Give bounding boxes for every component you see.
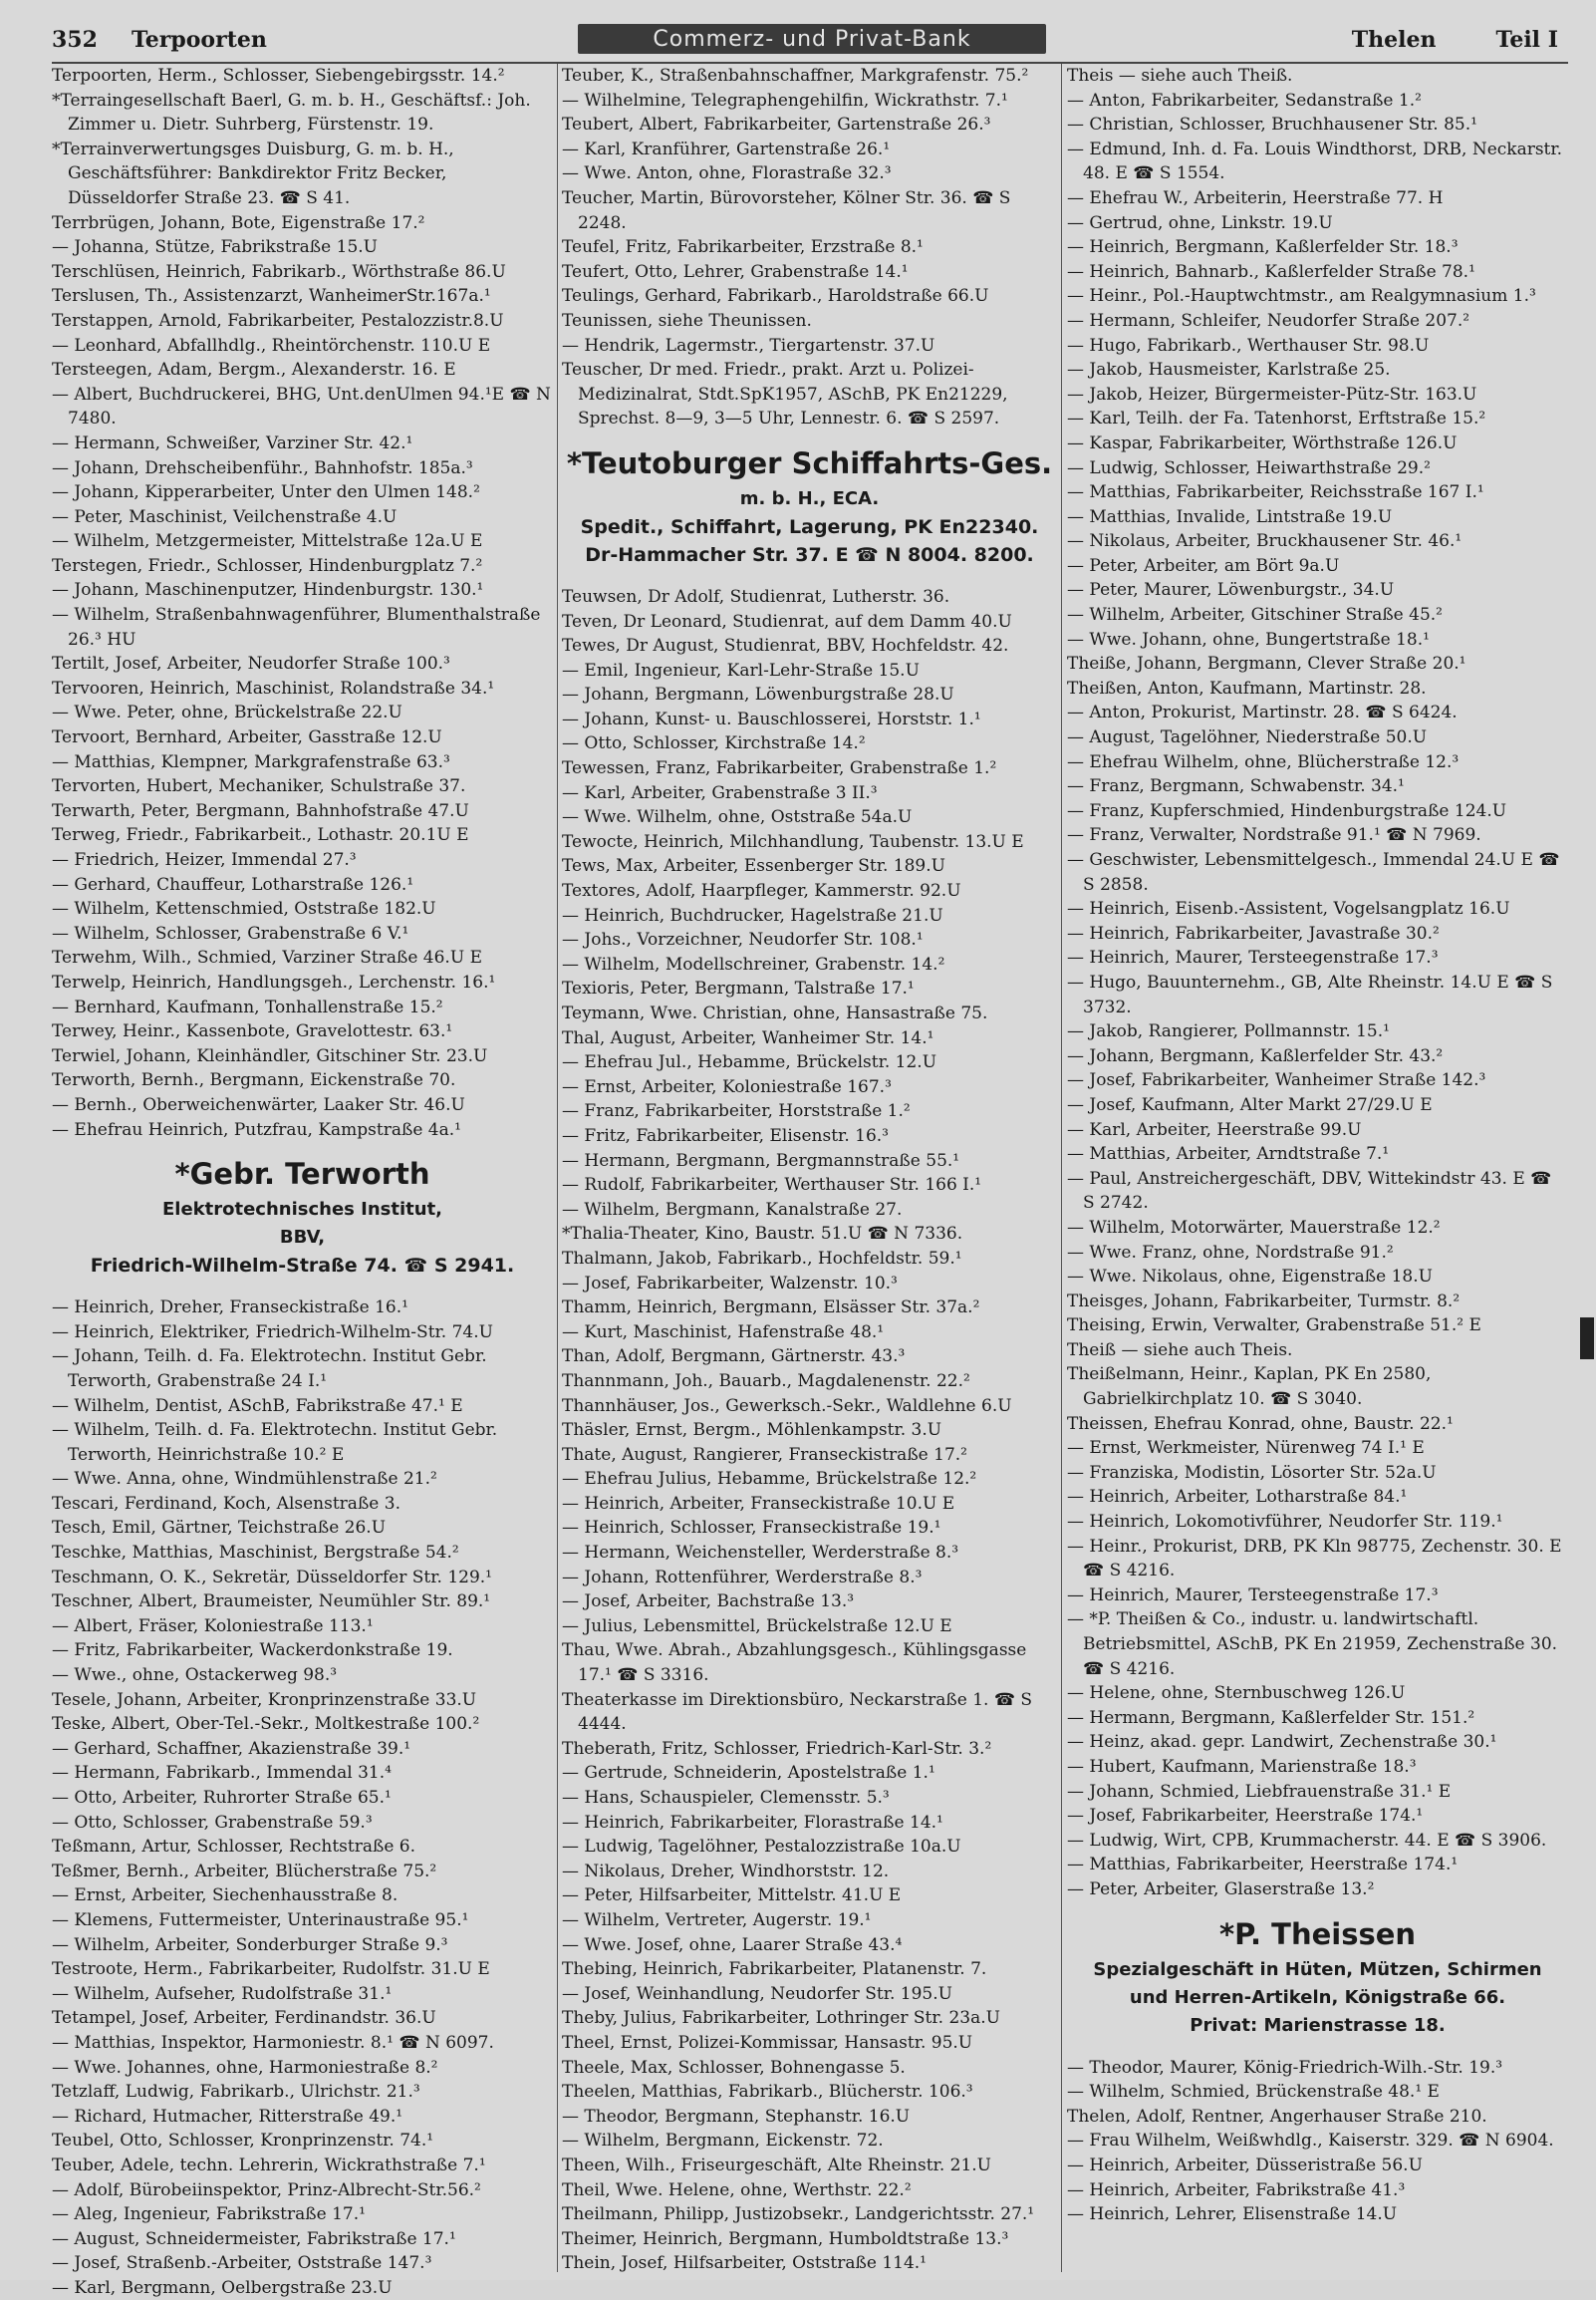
- advert-line: m. b. H., ECA.: [739, 487, 880, 509]
- directory-entry: — Wilhelm, Vertreter, Augerstr. 19.¹: [562, 1909, 872, 1930]
- directory-entry: — Josef, Straßenb.-Arbeiter, Oststraße 147.³: [52, 2253, 432, 2274]
- directory-entry: Theaterkasse im Direktionsbüro, Neckarstraße 1. ☎ S 4444.: [562, 1689, 1038, 1735]
- directory-entry: — Karl, Arbeiter, Grabenstraße 3 II.³: [562, 782, 878, 803]
- directory-entry: — Wilhelm, Schlosser, Grabenstraße 6 V.¹: [52, 923, 409, 944]
- directory-entry: — Fritz, Fabrikarbeiter, Elisenstr. 16.³: [562, 1125, 889, 1146]
- directory-entry: — Heinrich, Arbeiter, Lotharstraße 84.¹: [1067, 1487, 1408, 1508]
- directory-entry: — Gertrude, Schneiderin, Apostelstraße 1.¹: [562, 1763, 935, 1784]
- directory-entry: — Johann, Rottenführer, Werderstraße 8.³: [562, 1567, 923, 1587]
- directory-entry: — Edmund, Inh. d. Fa. Louis Windthorst, DRB, Neckarstr. 48. E ☎ S 1554.: [1067, 139, 1568, 184]
- directory-entry: Teymann, Wwe. Christian, ohne, Hansastraße 75.: [562, 1004, 988, 1023]
- directory-entry: — Paul, Anstreichergeschäft, DBV, Wittekindstr 43. E ☎ S 2742.: [1067, 1168, 1557, 1214]
- directory-entry: — Wilhelm, Bergmann, Eickenstr. 72.: [562, 2131, 884, 2152]
- directory-entry: — Heinr., Prokurist, DRB, PK Kln 98775, Zechenstr. 30. E ☎ S 4216.: [1067, 1536, 1568, 1581]
- directory-entry: — Wwe. Josef, ohne, Laarer Straße 43.⁴: [562, 1934, 903, 1955]
- directory-entry: — Josef, Fabrikarbeiter, Wanheimer Straße 142.³: [1067, 1070, 1486, 1091]
- directory-entry: — Wwe. Franz, ohne, Nordstraße 91.²: [1067, 1242, 1394, 1263]
- directory-entry: Teßmann, Artur, Schlosser, Rechtstraße 6.: [52, 1837, 416, 1858]
- directory-entry: — Franz, Verwalter, Nordstraße 91.¹ ☎ N 7969.: [1067, 825, 1481, 846]
- directory-entry: — Heinrich, Buchdrucker, Hagelstraße 21.U: [562, 905, 943, 926]
- directory-entry: — Hermann, Schleifer, Neudorfer Straße 207.²: [1067, 310, 1470, 331]
- directory-entry: — Josef, Weinhandlung, Neudorfer Str. 195.U: [562, 1983, 952, 2004]
- directory-entry: Terstegen, Friedr., Schlosser, Hindenburgplatz 7.²: [52, 555, 483, 576]
- directory-entry: Thannhäuser, Jos., Gewerksch.-Sekr., Waldlehne 6.U: [562, 1395, 1012, 1416]
- directory-entry: — Matthias, Fabrikarbeiter, Reichsstraße 167 I.¹: [1067, 482, 1484, 503]
- directory-entry: — Hubert, Kaufmann, Marienstraße 18.³: [1067, 1756, 1417, 1777]
- directory-entry: — Johann, Drehscheibenführ., Bahnhofstr. 185a.³: [52, 457, 473, 478]
- directory-entry: — Heinrich, Lokomotivführer, Neudorfer Str. 119.¹: [1067, 1512, 1503, 1533]
- directory-entry: — Franziska, Modistin, Lösorter Str. 52a.U: [1067, 1462, 1437, 1483]
- advert-line: Spezialgeschäft in Hüten, Mützen, Schirmen: [1093, 1958, 1542, 1980]
- directory-entry: — Otto, Arbeiter, Ruhrorter Straße 65.¹: [52, 1788, 392, 1808]
- directory-entry: — Anton, Fabrikarbeiter, Sedanstraße 1.²: [1067, 90, 1422, 111]
- directory-entry: — Johann, Maschinenputzer, Hindenburgstr. 130.¹: [52, 580, 484, 601]
- advert-teutoburger: [562, 441, 1057, 569]
- directory-entry: — Johanna, Stütze, Fabrikstraße 15.U: [52, 237, 378, 258]
- directory-entry: Textores, Adolf, Haarpfleger, Kammerstr. 92.U: [562, 881, 961, 902]
- directory-entry: — Hermann, Bergmann, Kaßlerfelder Str. 151.²: [1067, 1707, 1475, 1728]
- directory-entry: — Hendrik, Lagermstr., Tiergartenstr. 37.U: [562, 335, 935, 356]
- directory-entry: — Aleg, Ingenieur, Fabrikstraße 17.¹: [52, 2204, 366, 2225]
- directory-entry: — Christian, Schlosser, Bruchhausener Str. 85.¹: [1067, 115, 1477, 136]
- directory-entry: — Ehefrau Julius, Hebamme, Brückelstraße 12.²: [562, 1469, 977, 1490]
- directory-entry: *Terraingesellschaft Baerl, G. m. b. H., Geschäftsf.: Joh. Zimmer u. Dietr. Suhrberg, Fürstenstr. 19.: [52, 90, 537, 136]
- directory-entry: Theiße, Johann, Bergmann, Clever Straße 20.¹: [1067, 654, 1466, 675]
- advert-line: Elektrotechnisches Institut,: [161, 1199, 443, 1221]
- directory-entry: Terschlüsen, Heinrich, Fabrikarb., Wörthstraße 86.U: [52, 261, 506, 282]
- directory-entry: Terworth, Bernh., Bergmann, Eickenstraße 70.: [52, 1070, 456, 1091]
- directory-entry: — Peter, Hilfsarbeiter, Mittelstr. 41.U E: [562, 1885, 902, 1906]
- directory-entry: — Ludwig, Tagelöhner, Pestalozzistraße 10a.U: [562, 1837, 961, 1858]
- directory-entry: Theimer, Heinrich, Bergmann, Humboldtstraße 13.³: [562, 2228, 1009, 2249]
- directory-entry: Theissen, Ehefrau Konrad, ohne, Baustr. 22.¹: [1067, 1413, 1454, 1434]
- directory-entry: — Wilhelm, Arbeiter, Gitschiner Straße 45.²: [1067, 605, 1443, 626]
- directory-entry: Tescari, Ferdinand, Koch, Alsenstraße 3.: [52, 1493, 400, 1514]
- directory-entry: Thau, Wwe. Abrah., Abzahlungsgesch., Kühlingsgasse 17.¹ ☎ S 3316.: [562, 1640, 1032, 1686]
- directory-entry: — Heinz, akad. gepr. Landwirt, Zechenstraße 30.¹: [1067, 1732, 1497, 1753]
- header-left: [52, 27, 267, 53]
- directory-entry: — Jakob, Heizer, Bürgermeister-Pütz-Str. 163.U: [1067, 384, 1477, 405]
- column-3-entries-a: [1067, 64, 1568, 1902]
- directory-entry: — Theodor, Bergmann, Stephanstr. 16.U: [562, 2106, 911, 2127]
- directory-entry: — Julius, Lebensmittel, Brückelstraße 12.U E: [562, 1615, 952, 1636]
- directory-entry: Teucher, Martin, Bürovorsteher, Kölner Str. 36. ☎ S 2248.: [562, 187, 1016, 233]
- directory-entry: Tetampel, Josef, Arbeiter, Ferdinandstr. 36.U: [52, 2008, 436, 2029]
- directory-entry: Teuber, K., Straßenbahnschaffner, Markgrafenstr. 75.²: [562, 66, 1029, 86]
- directory-entry: — August, Tagelöhner, Niederstraße 50.U: [1067, 727, 1428, 748]
- directory-entry: Theberath, Fritz, Schlosser, Friedrich-Karl-Str. 3.²: [562, 1738, 992, 1759]
- directory-entry: Terwiel, Johann, Kleinhändler, Gitschiner Str. 23.U: [52, 1045, 488, 1066]
- directory-entry: — Bernh., Oberweichenwärter, Laaker Str. 46.U: [52, 1094, 465, 1115]
- directory-entry: Teschner, Albert, Braumeister, Neumühler Str. 89.¹: [52, 1591, 491, 1612]
- directory-entry: — Wilhelm, Metzgermeister, Mittelstraße 12a.U E: [52, 531, 483, 552]
- directory-entry: — Hugo, Bauunternehm., GB, Alte Rheinstr. 14.U E ☎ S 3732.: [1067, 972, 1558, 1017]
- directory-entry: — Wwe. Anton, ohne, Florastraße 32.³: [562, 163, 892, 184]
- directory-entry: — Johann, Schmied, Liebfrauenstraße 31.¹ E: [1067, 1781, 1452, 1802]
- directory-entry: — Wwe., ohne, Ostackerweg 98.³: [52, 1665, 338, 1686]
- directory-entry: — Franz, Kupferschmied, Hindenburgstraße 124.U: [1067, 800, 1507, 821]
- advert-title: *P. Theissen: [1218, 1916, 1417, 1951]
- directory-entry: — Albert, Buchdruckerei, BHG, Unt.denUlmen 94.¹E ☎ N 7480.: [52, 384, 557, 430]
- directory-entry: — Leonhard, Abfallhdlg., Rheintörchenstr. 110.U E: [52, 335, 491, 356]
- directory-entry: — Heinrich, Elektriker, Friedrich-Wilhelm-Str. 74.U: [52, 1321, 493, 1342]
- directory-entry: Teuwsen, Dr Adolf, Studienrat, Lutherstr. 36.: [562, 586, 950, 607]
- directory-entry: Theißelmann, Heinr., Kaplan, PK En 2580, Gabrielkirchplatz 10. ☎ S 3040.: [1067, 1364, 1437, 1410]
- directory-entry: Tewes, Dr August, Studienrat, BBV, Hochfeldstr. 42.: [562, 636, 1009, 657]
- directory-entry: Theelen, Matthias, Fabrikarb., Blücherstr. 106.³: [562, 2082, 973, 2103]
- directory-entry: Terslusen, Th., Assistenzarzt, WanheimerStr.167a.¹: [52, 286, 491, 307]
- directory-entry: — Wilhelm, Aufseher, Rudolfstraße 31.¹: [52, 1983, 393, 2004]
- directory-entry: — Heinrich, Arbeiter, Fabrikstraße 41.³: [1067, 2179, 1406, 2200]
- directory-entry: — Heinrich, Eisenb.-Assistent, Vogelsangplatz 16.U: [1067, 899, 1510, 920]
- directory-entry: Teubel, Otto, Schlosser, Kronprinzenstr. 74.¹: [52, 2131, 434, 2152]
- column-2-entries-a: [562, 64, 1057, 431]
- directory-entry: — Matthias, Klempner, Markgrafenstraße 63.³: [52, 751, 450, 772]
- directory-entry: Teunissen, siehe Theunissen.: [562, 310, 812, 331]
- directory-entry: Tervorten, Hubert, Mechaniker, Schulstraße 37.: [52, 776, 466, 797]
- directory-entry: Teufert, Otto, Lehrer, Grabenstraße 14.¹: [562, 261, 909, 282]
- directory-entry: Tervoort, Bernhard, Arbeiter, Gasstraße 12.U: [52, 727, 442, 748]
- directory-entry: — Peter, Arbeiter, am Bört 9a.U: [1067, 555, 1340, 576]
- directory-entry: — Ernst, Arbeiter, Siechenhausstraße 8.: [52, 1885, 399, 1906]
- directory-entry: Terwehm, Wilh., Schmied, Varziner Straße 46.U E: [52, 948, 482, 969]
- directory-entry: Theißen, Anton, Kaufmann, Martinstr. 28.: [1067, 678, 1427, 699]
- column-1: [52, 64, 558, 2298]
- directory-entry: Terpoorten, Herm., Schlosser, Siebengebirgsstr. 14.²: [52, 66, 505, 86]
- directory-entry: — Ernst, Arbeiter, Koloniestraße 167.³: [562, 1076, 892, 1097]
- advert-line: Spedit., Schiffahrt, Lagerung, PK En22340.: [580, 515, 1039, 538]
- directory-entry: Tetzlaff, Ludwig, Fabrikarb., Ulrichstr. 21.³: [52, 2082, 420, 2103]
- directory-entry: Teske, Albert, Ober-Tel.-Sekr., Moltkestraße 100.²: [52, 1714, 480, 1735]
- directory-entry: — Wilhelm, Dentist, ASchB, Fabrikstraße 47.¹ E: [52, 1395, 463, 1416]
- advert-title: *Gebr. Terworth: [174, 1157, 430, 1192]
- directory-entry: — Matthias, Inspektor, Harmoniestr. 8.¹ ☎ N 6097.: [52, 2032, 494, 2053]
- directory-entry: Teufel, Fritz, Fabrikarbeiter, Erzstraße 8.¹: [562, 237, 924, 258]
- directory-entry: Testroote, Herm., Fabrikarbeiter, Rudolfstr. 31.U E: [52, 1959, 490, 1980]
- directory-entry: — Wilhelmine, Telegraphengehilfin, Wickrathstr. 7.¹: [562, 90, 1008, 111]
- directory-entry: — Peter, Maschinist, Veilchenstraße 4.U: [52, 506, 398, 527]
- directory-entry: Theby, Julius, Fabrikarbeiter, Lothringer Str. 23a.U: [562, 2008, 1000, 2029]
- directory-entry: — Gerhard, Schaffner, Akazienstraße 39.¹: [52, 1738, 411, 1759]
- directory-entry: Theilmann, Philipp, Justizobsekr., Landgerichtsstr. 27.¹: [562, 2204, 1035, 2225]
- directory-entry: Terstappen, Arnold, Fabrikarbeiter, Pestalozzistr.8.U: [52, 310, 504, 331]
- directory-entry: — *P. Theißen & Co., industr. u. landwirtschaftl. Betriebsmittel, ASchB, PK En 21959, Zechenstraße 30. ☎ S 4216.: [1067, 1609, 1563, 1679]
- directory-entry: — Heinr., Pol.-Hauptwchtmstr., am Realgymnasium 1.³: [1067, 286, 1536, 307]
- directory-entry: — Wwe. Anna, ohne, Windmühlenstraße 21.²: [52, 1469, 437, 1490]
- directory-entry: — Karl, Kranführer, Gartenstraße 26.¹: [562, 139, 891, 159]
- directory-entry: Theen, Wilh., Friseurgeschäft, Alte Rheinstr. 21.U: [562, 2155, 991, 2175]
- directory-entry: — Nikolaus, Dreher, Windhorststr. 12.: [562, 1861, 890, 1881]
- directory-entry: Tersteegen, Adam, Bergm., Alexanderstr. 16. E: [52, 360, 456, 381]
- directory-entry: Thal, August, Arbeiter, Wanheimer Str. 14.¹: [562, 1027, 934, 1048]
- directory-entry: — Wilhelm, Bergmann, Kanalstraße 27.: [562, 1199, 903, 1220]
- directory-entry: — Frau Wilhelm, Weißwhdlg., Kaiserstr. 329. ☎ N 6904.: [1067, 2131, 1554, 2152]
- directory-entry: — Wwe. Johann, ohne, Bungertstraße 18.¹: [1067, 629, 1430, 650]
- directory-entry: Theil, Wwe. Helene, ohne, Werthstr. 22.²: [562, 2179, 912, 2200]
- directory-entry: Tesch, Emil, Gärtner, Teichstraße 26.U: [52, 1518, 387, 1539]
- advert-line: Dr-Hammacher Str. 37. E ☎ N 8004. 8200.: [585, 543, 1034, 566]
- directory-entry: Theel, Ernst, Polizei-Kommissar, Hansastr. 95.U: [562, 2032, 973, 2053]
- column-3: [1062, 64, 1568, 2272]
- directory-entry: — Wilhelm, Teilh. d. Fa. Elektrotechn. Institut Gebr. Terworth, Heinrichstraße 10.² E: [52, 1420, 503, 1465]
- column-1-entries-b: [52, 1295, 553, 2300]
- directory-entry: Tewocte, Heinrich, Milchhandlung, Taubenstr. 13.U E: [562, 831, 1024, 852]
- directory-entry: — Wwe. Nikolaus, ohne, Eigenstraße 18.U: [1067, 1267, 1433, 1288]
- directory-entry: *Thalia-Theater, Kino, Baustr. 51.U ☎ N 7336.: [562, 1224, 963, 1245]
- directory-entry: — Hermann, Fabrikarb., Immendal 31.⁴: [52, 1763, 392, 1784]
- directory-entry: — Jakob, Hausmeister, Karlstraße 25.: [1067, 360, 1391, 381]
- directory-entry: — Wilhelm, Kettenschmied, Oststraße 182.U: [52, 899, 436, 920]
- directory-entry: — Wilhelm, Modellschreiner, Grabenstr. 14.²: [562, 954, 945, 975]
- directory-entry: — Wilhelm, Arbeiter, Sonderburger Straße 9.³: [52, 1934, 448, 1955]
- directory-entry: Tesele, Johann, Arbeiter, Kronprinzenstraße 33.U: [52, 1689, 477, 1710]
- directory-entry: — Ehefrau W., Arbeiterin, Heerstraße 77. H: [1067, 187, 1444, 208]
- directory-entry: — Johs., Vorzeichner, Neudorfer Str. 108.¹: [562, 930, 924, 951]
- directory-entry: Teulings, Gerhard, Fabrikarb., Haroldstraße 66.U: [562, 286, 989, 307]
- directory-entry: Texioris, Peter, Bergmann, Talstraße 17.¹: [562, 979, 915, 1000]
- directory-entry: — Albert, Fräser, Koloniestraße 113.¹: [52, 1615, 374, 1636]
- directory-entry: Teschke, Matthias, Maschinist, Bergstraße 54.²: [52, 1543, 459, 1564]
- directory-entry: — Heinrich, Fabrikarbeiter, Javastraße 30.²: [1067, 923, 1440, 944]
- directory-entry: — Heinrich, Maurer, Tersteegenstraße 17.³: [1067, 948, 1439, 969]
- directory-entry: Theiß — siehe auch Theis.: [1067, 1339, 1293, 1360]
- directory-entry: Terwey, Heinr., Kassenbote, Gravelottestr. 63.¹: [52, 1021, 453, 1042]
- advert-line: und Herren-Artikeln, Königstraße 66.: [1129, 1986, 1506, 2008]
- directory-entry: Thein, Josef, Hilfsarbeiter, Oststraße 114.¹: [562, 2253, 927, 2274]
- directory-entry: — Josef, Kaufmann, Alter Markt 27/29.U E: [1067, 1094, 1433, 1115]
- directory-entry: — Franz, Bergmann, Schwabenstr. 34.¹: [1067, 776, 1405, 797]
- directory-entry: — Heinrich, Arbeiter, Düsseristraße 56.U: [1067, 2155, 1423, 2175]
- directory-entry: — Wwe. Johannes, ohne, Harmoniestraße 8.²: [52, 2057, 438, 2078]
- directory-entry: Thebing, Heinrich, Fabrikarbeiter, Platanenstr. 7.: [562, 1959, 987, 1980]
- directory-entry: Terwarth, Peter, Bergmann, Bahnhofstraße 47.U: [52, 800, 469, 821]
- directory-entry: Tews, Max, Arbeiter, Essenberger Str. 189.U: [562, 856, 945, 877]
- directory-entry: — Emil, Ingenieur, Karl-Lehr-Straße 15.U: [562, 660, 920, 681]
- bank-advert-banner: Commerz- und Privat-Bank: [578, 24, 1046, 54]
- directory-entry: Thäsler, Ernst, Bergm., Möhlenkampstr. 3.U: [562, 1420, 942, 1441]
- directory-entry: Teschmann, O. K., Sekretär, Düsseldorfer Str. 129.¹: [52, 1567, 492, 1587]
- directory-entry: Thalmann, Jakob, Fabrikarb., Hochfeldstr. 59.¹: [562, 1248, 962, 1269]
- directory-entry: — Matthias, Fabrikarbeiter, Heerstraße 174.¹: [1067, 1855, 1459, 1875]
- directory-entry: — Geschwister, Lebensmittelgesch., Immendal 24.U E ☎ S 2858.: [1067, 850, 1565, 895]
- directory-entry: — Wwe. Wilhelm, ohne, Oststraße 54a.U: [562, 807, 913, 828]
- header-right-keyword: Thelen: [1351, 27, 1437, 53]
- directory-entry: — Kaspar, Fabrikarbeiter, Wörthstraße 126.U: [1067, 432, 1458, 453]
- columns: [52, 64, 1568, 2298]
- directory-entry: Tewessen, Franz, Fabrikarbeiter, Grabenstraße 1.²: [562, 758, 997, 779]
- directory-entry: — Karl, Teilh. der Fa. Tatenhorst, Erftstraße 15.²: [1067, 409, 1486, 430]
- directory-entry: — Otto, Schlosser, Grabenstraße 59.³: [52, 1812, 373, 1833]
- directory-entry: — Bernhard, Kaufmann, Tonhallenstraße 15.²: [52, 997, 443, 1017]
- directory-entry: — Franz, Fabrikarbeiter, Horststraße 1.²: [562, 1101, 911, 1122]
- directory-entry: — Johann, Bergmann, Löwenburgstraße 28.U: [562, 685, 954, 706]
- directory-entry: — Heinrich, Lehrer, Elisenstraße 14.U: [1067, 2204, 1398, 2225]
- directory-entry: — Richard, Hutmacher, Ritterstraße 49.¹: [52, 2106, 403, 2127]
- header-part: Teil I: [1495, 27, 1558, 53]
- directory-entry: — Hans, Schauspieler, Clemensstr. 5.³: [562, 1788, 890, 1808]
- directory-entry: — Anton, Prokurist, Martinstr. 28. ☎ S 6424.: [1067, 703, 1458, 723]
- directory-entry: Terweg, Friedr., Fabrikarbeit., Lothastr. 20.1U E: [52, 825, 469, 846]
- directory-entry: Theele, Max, Schlosser, Bohnengasse 5.: [562, 2057, 906, 2078]
- directory-entry: — Ehefrau Heinrich, Putzfrau, Kampstraße 4a.¹: [52, 1119, 461, 1140]
- directory-entry: — Ehefrau Jul., Hebamme, Brückelstr. 12.U: [562, 1052, 937, 1073]
- directory-entry: — Theodor, Maurer, König-Friedrich-Wilh.-Str. 19.³: [1067, 2057, 1503, 2078]
- directory-entry: — Josef, Fabrikarbeiter, Heerstraße 174.¹: [1067, 1806, 1424, 1827]
- directory-entry: — Wilhelm, Straßenbahnwagenführer, Blumenthalstraße 26.³ HU: [52, 605, 546, 650]
- directory-entry: — Heinrich, Bahnarb., Kaßlerfelder Straße 78.¹: [1067, 261, 1475, 282]
- directory-entry: — Wilhelm, Motorwärter, Mauerstraße 12.²: [1067, 1217, 1441, 1238]
- directory-entry: — Heinrich, Bergmann, Kaßlerfelder Str. 18.³: [1067, 237, 1459, 258]
- advert-line: Friedrich-Wilhelm-Straße 74. ☎ S 2941.: [90, 1255, 515, 1278]
- directory-entry: — Johann, Kunst- u. Bauschlosserei, Horststr. 1.¹: [562, 709, 981, 729]
- directory-entry: — Josef, Fabrikarbeiter, Walzenstr. 10.³: [562, 1273, 898, 1294]
- directory-entry: Thamm, Heinrich, Bergmann, Elsässer Str. 37a.²: [562, 1297, 980, 1318]
- edge-thumb-mark: [1580, 1317, 1594, 1359]
- advert-theissen: [1067, 1912, 1568, 2040]
- directory-entry: — Friedrich, Heizer, Immendal 27.³: [52, 850, 357, 870]
- directory-entry: — Heinrich, Dreher, Franseckistraße 16.¹: [52, 1297, 408, 1318]
- directory-entry: Terrbrügen, Johann, Bote, Eigenstraße 17.²: [52, 212, 425, 233]
- column-2-entries-b: [562, 585, 1057, 2276]
- directory-entry: — Fritz, Fabrikarbeiter, Wackerdonkstraße 19.: [52, 1640, 453, 1661]
- directory-entry: — Matthias, Invalide, Lintstraße 19.U: [1067, 506, 1393, 527]
- directory-entry: — Hermann, Schweißer, Varziner Str. 42.¹: [52, 432, 413, 453]
- directory-entry: Teßmer, Bernh., Arbeiter, Blücherstraße 75.²: [52, 1861, 437, 1881]
- directory-entry: — Johann, Bergmann, Kaßlerfelder Str. 43.²: [1067, 1045, 1444, 1066]
- directory-entry: Tertilt, Josef, Arbeiter, Neudorfer Straße 100.³: [52, 654, 450, 675]
- directory-entry: — Nikolaus, Arbeiter, Bruckhausener Str. 46.¹: [1067, 531, 1463, 552]
- header-left-keyword: Terpoorten: [131, 27, 267, 53]
- directory-entry: — Heinrich, Maurer, Tersteegenstraße 17.³: [1067, 1584, 1439, 1605]
- advert-line: Privat: Marienstrasse 18.: [1190, 2014, 1446, 2036]
- directory-entry: Theising, Erwin, Verwalter, Grabenstraße 51.² E: [1067, 1315, 1481, 1336]
- directory-entry: Terwelp, Heinrich, Handlungsgeh., Lerchenstr. 16.¹: [52, 972, 496, 993]
- page-header: [52, 18, 1568, 64]
- advert-title: *Teutoburger Schiffahrts-Ges.: [566, 445, 1053, 480]
- directory-entry: Teuber, Adele, techn. Lehrerin, Wickrathstraße 7.¹: [52, 2155, 486, 2175]
- directory-entry: — Ernst, Werkmeister, Nürenweg 74 I.¹ E: [1067, 1438, 1425, 1459]
- directory-entry: — Otto, Schlosser, Kirchstraße 14.²: [562, 733, 866, 754]
- directory-entry: — Heinrich, Schlosser, Franseckistraße 19.¹: [562, 1518, 941, 1539]
- directory-entry: — Johann, Kipperarbeiter, Unter den Ulmen 148.²: [52, 482, 480, 503]
- directory-entry: — Jakob, Rangierer, Pollmannstr. 15.¹: [1067, 1021, 1390, 1042]
- directory-entry: — Matthias, Arbeiter, Arndtstraße 7.¹: [1067, 1144, 1390, 1165]
- directory-entry: — Kurt, Maschinist, Hafenstraße 48.¹: [562, 1321, 885, 1342]
- directory-entry: — Klemens, Futtermeister, Unterinaustraße 95.¹: [52, 1909, 469, 1930]
- directory-entry: — Peter, Maurer, Löwenburgstr., 34.U: [1067, 580, 1395, 601]
- directory-entry: — Wwe. Peter, ohne, Brückelstraße 22.U: [52, 703, 402, 723]
- advert-line: BBV,: [279, 1227, 326, 1249]
- column-1-entries-a: [52, 64, 557, 1142]
- directory-entry: — Heinrich, Arbeiter, Franseckistraße 10.U E: [562, 1493, 955, 1514]
- directory-entry: — Ludwig, Schlosser, Heiwarthstraße 29.²: [1067, 457, 1431, 478]
- directory-entry: — Karl, Arbeiter, Heerstraße 99.U: [1067, 1119, 1362, 1140]
- directory-entry: — Gertrud, ohne, Linkstr. 19.U: [1067, 212, 1333, 233]
- column-2: [558, 64, 1062, 2272]
- directory-entry: — Adolf, Bürobeiinspektor, Prinz-Albrecht-Str.56.²: [52, 2179, 481, 2200]
- directory-entry: Thelen, Adolf, Rentner, Angerhauser Straße 210.: [1067, 2106, 1487, 2127]
- directory-entry: Tervooren, Heinrich, Maschinist, Rolandstraße 34.¹: [52, 678, 495, 699]
- directory-entry: — Peter, Arbeiter, Glaserstraße 13.²: [1067, 1878, 1375, 1899]
- directory-entry: *Terrainverwertungsges Duisburg, G. m. b. H., Geschäftsführer: Bankdirektor Fritz Becker, Düsseldorfer Straße 23. ☎ S 41.: [52, 139, 460, 208]
- directory-entry: — Rudolf, Fabrikarbeiter, Werthauser Str. 166 I.¹: [562, 1175, 982, 1196]
- directory-entry: — Johann, Teilh. d. Fa. Elektrotechn. Institut Gebr. Terworth, Grabenstraße 24 I.¹: [52, 1346, 493, 1391]
- page-number: 352: [52, 27, 98, 53]
- advert-terworth: [52, 1152, 553, 1280]
- directory-entry: Thannmann, Joh., Bauarb., Magdalenenstr. 22.²: [562, 1370, 970, 1391]
- directory-entry: Theisges, Johann, Fabrikarbeiter, Turmstr. 8.²: [1067, 1291, 1461, 1311]
- directory-entry: — Gerhard, Chauffeur, Lotharstraße 126.¹: [52, 874, 414, 895]
- directory-entry: — Helene, ohne, Sternbuschweg 126.U: [1067, 1683, 1406, 1704]
- directory-entry: — Josef, Arbeiter, Bachstraße 13.³: [562, 1591, 855, 1612]
- directory-entry: Teuscher, Dr med. Friedr., prakt. Arzt u. Polizei-Medizinalrat, Stdt.SpK1957, ASchB, PK En21229, Sprechst. 8—9, 3—5 Uhr, Lennestr. 6. ☎ S 2597.: [562, 360, 1013, 430]
- directory-entry: Than, Adolf, Bergmann, Gärtnerstr. 43.³: [562, 1346, 906, 1367]
- directory-entry: — Hugo, Fabrikarb., Werthauser Str. 98.U: [1067, 335, 1430, 356]
- directory-entry: — Karl, Bergmann, Oelbergstraße 23.U: [52, 2277, 393, 2298]
- directory-entry: Thate, August, Rangierer, Franseckistraße 17.²: [562, 1444, 967, 1465]
- directory-entry: Teven, Dr Leonard, Studienrat, auf dem Damm 40.U: [562, 611, 1012, 632]
- directory-entry: Theis — siehe auch Theiß.: [1067, 66, 1293, 86]
- directory-entry: — August, Schneidermeister, Fabrikstraße 17.¹: [52, 2228, 456, 2249]
- directory-entry: — Hermann, Bergmann, Bergmannstraße 55.¹: [562, 1150, 960, 1171]
- directory-entry: Teubert, Albert, Fabrikarbeiter, Gartenstraße 26.³: [562, 115, 991, 136]
- header-right: [1352, 27, 1558, 53]
- column-3-entries-b: [1067, 2056, 1568, 2227]
- directory-entry: — Wilhelm, Schmied, Brückenstraße 48.¹ E: [1067, 2082, 1440, 2103]
- directory-entry: — Heinrich, Fabrikarbeiter, Florastraße 14.¹: [562, 1812, 943, 1833]
- directory-entry: — Ludwig, Wirt, CPB, Krummacherstr. 44. E ☎ S 3906.: [1067, 1830, 1547, 1851]
- directory-entry: — Ehefrau Wilhelm, ohne, Blücherstraße 12.³: [1067, 751, 1460, 772]
- directory-entry: — Hermann, Weichensteller, Werderstraße 8.³: [562, 1543, 959, 1564]
